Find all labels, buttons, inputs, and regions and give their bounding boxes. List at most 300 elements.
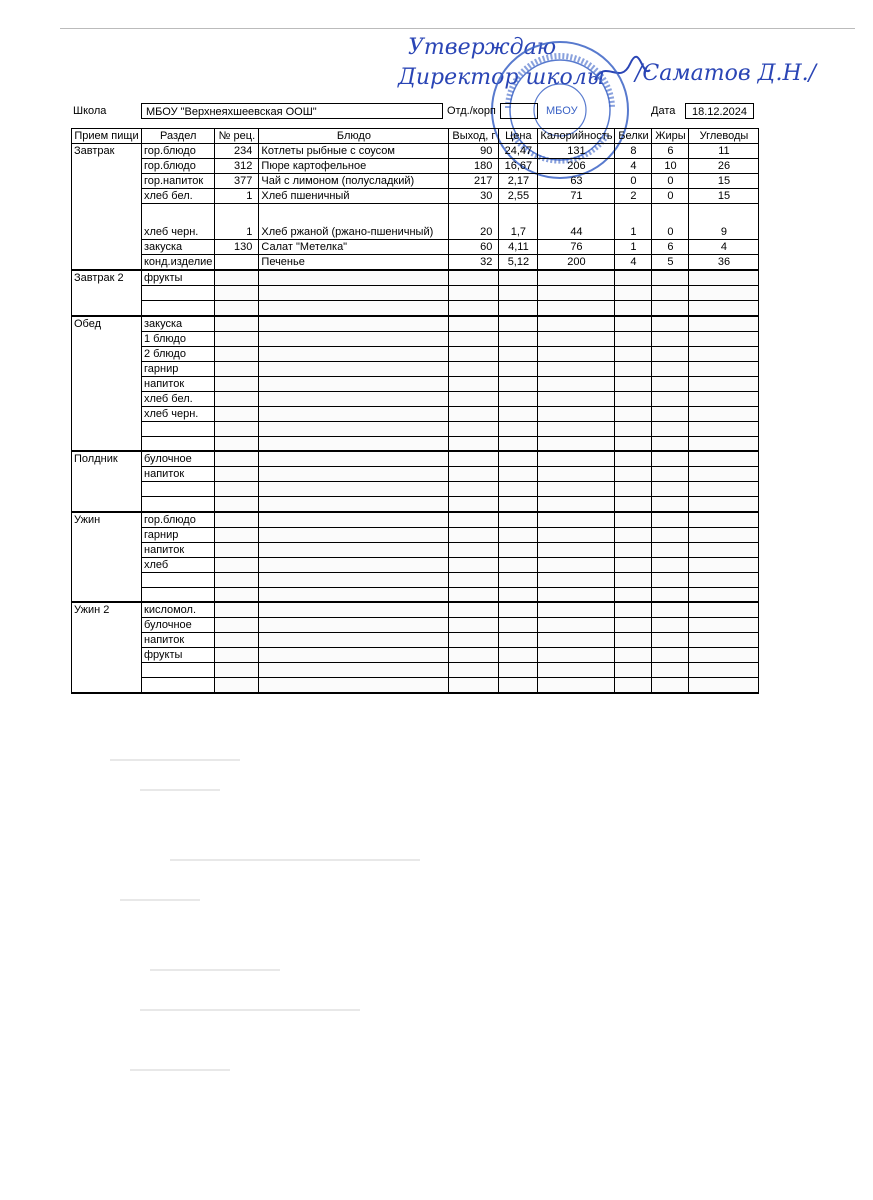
cell-dish: [259, 497, 449, 512]
cell-dish: [259, 316, 449, 332]
cell-kcal: [538, 618, 615, 633]
cell-weight: 32: [449, 255, 499, 271]
cell-protein: [615, 467, 652, 482]
cell-carbs: [689, 301, 759, 316]
cell-section: 2 блюдо: [142, 346, 215, 361]
cell-section: хлеб: [142, 557, 215, 572]
cell-protein: 1: [615, 240, 652, 255]
cell-fat: [652, 376, 689, 391]
cell-price: [499, 557, 538, 572]
table-row: [72, 391, 759, 406]
cell-section: гор.блюдо: [142, 144, 215, 159]
cell-weight: [449, 331, 499, 346]
cell-protein: [615, 648, 652, 663]
cell-kcal: [538, 270, 615, 286]
cell-carbs: [689, 376, 759, 391]
table-row: [72, 482, 759, 497]
cell-recipe: [215, 346, 259, 361]
cell-dish: [259, 346, 449, 361]
cell-fat: [652, 406, 689, 421]
cell-carbs: [689, 316, 759, 332]
cell-fat: [652, 316, 689, 332]
cell-price: [499, 270, 538, 286]
cell-protein: [615, 497, 652, 512]
cell-recipe: [215, 633, 259, 648]
table-row: [72, 497, 759, 512]
cell-weight: [449, 316, 499, 332]
cell-recipe: [215, 361, 259, 376]
cell-kcal: [538, 467, 615, 482]
cell-carbs: 36: [689, 255, 759, 271]
cell-fat: 5: [652, 255, 689, 271]
date-field: 18.12.2024: [685, 103, 754, 119]
cell-fat: [652, 497, 689, 512]
cell-protein: 0: [615, 174, 652, 189]
cell-kcal: [538, 542, 615, 557]
cell-price: [499, 587, 538, 602]
cell-section: [142, 436, 215, 451]
cell-dish: [259, 467, 449, 482]
cell-dish: [259, 301, 449, 316]
cell-fat: [652, 286, 689, 301]
cell-recipe: 234: [215, 144, 259, 159]
cell-weight: [449, 678, 499, 693]
cell-kcal: [538, 436, 615, 451]
cell-carbs: [689, 527, 759, 542]
column-header: Выход, г: [449, 129, 499, 144]
school-field: МБОУ "Верхнеяхшеевская ООШ": [141, 103, 443, 119]
cell-recipe: [215, 482, 259, 497]
cell-protein: 4: [615, 255, 652, 271]
document-header: [0, 103, 873, 121]
cell-price: [499, 301, 538, 316]
cell-kcal: [538, 512, 615, 528]
cell-weight: [449, 618, 499, 633]
cell-kcal: [538, 391, 615, 406]
cell-fat: [652, 557, 689, 572]
cell-price: [499, 436, 538, 451]
cell-section: напиток: [142, 633, 215, 648]
cell-fat: [652, 451, 689, 467]
table-row: [72, 542, 759, 557]
table-row: [72, 587, 759, 602]
cell-fat: [652, 391, 689, 406]
cell-section: [142, 421, 215, 436]
cell-dish: [259, 451, 449, 467]
column-header: Прием пищи: [72, 129, 142, 144]
table-row: [72, 678, 759, 693]
cell-protein: [615, 587, 652, 602]
table-row: [72, 144, 759, 159]
table-row: [72, 316, 759, 332]
cell-kcal: [538, 316, 615, 332]
cell-weight: [449, 467, 499, 482]
cell-price: 2,55: [499, 189, 538, 204]
cell-dish: [259, 376, 449, 391]
cell-dish: [259, 436, 449, 451]
cell-price: [499, 376, 538, 391]
cell-weight: [449, 346, 499, 361]
table-row: [72, 376, 759, 391]
cell-fat: [652, 467, 689, 482]
cell-protein: [615, 361, 652, 376]
cell-dish: [259, 557, 449, 572]
cell-fat: [652, 663, 689, 678]
cell-recipe: [215, 286, 259, 301]
cell-section: конд.изделие: [142, 255, 215, 271]
cell-protein: [615, 572, 652, 587]
cell-section: булочное: [142, 451, 215, 467]
cell-kcal: [538, 346, 615, 361]
cell-kcal: [538, 648, 615, 663]
cell-section: фрукты: [142, 648, 215, 663]
cell-carbs: 4: [689, 240, 759, 255]
cell-fat: [652, 618, 689, 633]
cell-section: [142, 587, 215, 602]
cell-price: 5,12: [499, 255, 538, 271]
cell-fat: [652, 648, 689, 663]
cell-weight: 217: [449, 174, 499, 189]
cell-weight: [449, 557, 499, 572]
cell-recipe: [215, 557, 259, 572]
table-row: [72, 255, 759, 271]
cell-section: фрукты: [142, 270, 215, 286]
cell-fat: 10: [652, 159, 689, 174]
cell-recipe: [215, 467, 259, 482]
cell-recipe: [215, 497, 259, 512]
column-header: Раздел: [142, 129, 215, 144]
cell-price: [499, 391, 538, 406]
cell-kcal: [538, 301, 615, 316]
table-row: [72, 240, 759, 255]
cell-weight: [449, 436, 499, 451]
cell-price: [499, 633, 538, 648]
cell-kcal: [538, 331, 615, 346]
cell-carbs: [689, 587, 759, 602]
cell-protein: 1: [615, 204, 652, 240]
cell-kcal: [538, 557, 615, 572]
cell-price: 16,67: [499, 159, 538, 174]
cell-protein: [615, 482, 652, 497]
cell-section: напиток: [142, 467, 215, 482]
cell-protein: [615, 633, 652, 648]
table-row: [72, 346, 759, 361]
cell-carbs: [689, 436, 759, 451]
cell-price: 1,7: [499, 204, 538, 240]
cell-carbs: [689, 346, 759, 361]
cell-fat: [652, 346, 689, 361]
cell-dish: Котлеты рыбные с соусом: [259, 144, 449, 159]
cell-section: кисломол.: [142, 602, 215, 618]
cell-kcal: [538, 527, 615, 542]
cell-weight: 90: [449, 144, 499, 159]
cell-carbs: [689, 557, 759, 572]
cell-weight: [449, 512, 499, 528]
table-row: [72, 527, 759, 542]
cell-weight: [449, 648, 499, 663]
cell-protein: [615, 678, 652, 693]
approval-line2: Директор школы: [398, 65, 605, 90]
table-body: [72, 144, 759, 693]
cell-recipe: 1: [215, 189, 259, 204]
cell-carbs: [689, 451, 759, 467]
cell-weight: [449, 482, 499, 497]
table-row: [72, 159, 759, 174]
meal-name: Завтрак: [72, 144, 142, 271]
cell-fat: [652, 512, 689, 528]
cell-recipe: [215, 618, 259, 633]
cell-fat: [652, 421, 689, 436]
cell-price: [499, 663, 538, 678]
cell-weight: 20: [449, 204, 499, 240]
cell-price: [499, 497, 538, 512]
cell-section: [142, 482, 215, 497]
approval-name: /Саматов Д.Н./: [635, 61, 817, 86]
cell-recipe: [215, 391, 259, 406]
cell-fat: [652, 482, 689, 497]
cell-carbs: [689, 633, 759, 648]
cell-kcal: [538, 361, 615, 376]
cell-protein: [615, 301, 652, 316]
cell-price: [499, 316, 538, 332]
cell-weight: [449, 527, 499, 542]
cell-protein: [615, 602, 652, 618]
cell-weight: [449, 572, 499, 587]
column-header: Жиры: [652, 129, 689, 144]
meal-name: Обед: [72, 316, 142, 452]
cell-kcal: 63: [538, 174, 615, 189]
table-row: [72, 189, 759, 204]
cell-dish: [259, 572, 449, 587]
cell-recipe: [215, 301, 259, 316]
cell-carbs: [689, 467, 759, 482]
cell-section: напиток: [142, 542, 215, 557]
cell-carbs: [689, 542, 759, 557]
cell-kcal: 44: [538, 204, 615, 240]
table-row: [72, 663, 759, 678]
cell-dish: [259, 633, 449, 648]
cell-price: [499, 527, 538, 542]
cell-fat: 0: [652, 204, 689, 240]
cell-weight: [449, 602, 499, 618]
cell-recipe: [215, 406, 259, 421]
table-row: [72, 572, 759, 587]
cell-weight: [449, 391, 499, 406]
cell-section: хлеб черн.: [142, 204, 215, 240]
cell-kcal: [538, 587, 615, 602]
cell-section: закуска: [142, 240, 215, 255]
school-label: Школа: [73, 105, 107, 117]
table-row: [72, 286, 759, 301]
cell-carbs: [689, 602, 759, 618]
cell-price: 4,11: [499, 240, 538, 255]
table-row: [72, 557, 759, 572]
cell-fat: [652, 678, 689, 693]
cell-protein: [615, 391, 652, 406]
cell-section: гарнир: [142, 527, 215, 542]
column-header: Углеводы: [689, 129, 759, 144]
cell-weight: [449, 376, 499, 391]
column-header: Калорийность: [538, 129, 615, 144]
cell-dish: [259, 542, 449, 557]
cell-dish: Салат "Метелка": [259, 240, 449, 255]
cell-carbs: [689, 618, 759, 633]
cell-dish: [259, 587, 449, 602]
column-header: Белки: [615, 129, 652, 144]
table-row: [72, 436, 759, 451]
cell-fat: [652, 602, 689, 618]
cell-carbs: [689, 391, 759, 406]
cell-dish: [259, 663, 449, 678]
cell-protein: 2: [615, 189, 652, 204]
cell-price: [499, 542, 538, 557]
cell-dish: [259, 421, 449, 436]
cell-recipe: 312: [215, 159, 259, 174]
cell-recipe: [215, 331, 259, 346]
approval-line1: Утверждаю: [408, 35, 557, 60]
cell-carbs: 9: [689, 204, 759, 240]
cell-section: хлеб бел.: [142, 391, 215, 406]
cell-kcal: [538, 406, 615, 421]
cell-protein: [615, 557, 652, 572]
cell-carbs: [689, 286, 759, 301]
scan-noise: [80, 750, 640, 1130]
cell-carbs: [689, 648, 759, 663]
cell-recipe: [215, 270, 259, 286]
cell-fat: [652, 542, 689, 557]
cell-kcal: 71: [538, 189, 615, 204]
cell-fat: [652, 633, 689, 648]
meal-name: Ужин 2: [72, 602, 142, 693]
cell-carbs: 11: [689, 144, 759, 159]
menu-table: [71, 128, 759, 694]
cell-section: хлеб черн.: [142, 406, 215, 421]
cell-protein: [615, 270, 652, 286]
table-row: [72, 204, 759, 240]
cell-section: гор.напиток: [142, 174, 215, 189]
cell-section: гарнир: [142, 361, 215, 376]
cell-kcal: [538, 376, 615, 391]
column-header: Блюдо: [259, 129, 449, 144]
cell-dish: [259, 602, 449, 618]
cell-recipe: [215, 451, 259, 467]
table-row: [72, 618, 759, 633]
date-label: Дата: [651, 105, 676, 117]
cell-section: [142, 286, 215, 301]
cell-price: 2,17: [499, 174, 538, 189]
cell-protein: [615, 376, 652, 391]
cell-carbs: [689, 406, 759, 421]
cell-section: напиток: [142, 376, 215, 391]
cell-section: [142, 663, 215, 678]
cell-price: [499, 648, 538, 663]
cell-protein: [615, 451, 652, 467]
cell-weight: [449, 301, 499, 316]
table-header-row: [72, 129, 759, 144]
cell-weight: [449, 406, 499, 421]
cell-section: булочное: [142, 618, 215, 633]
cell-section: [142, 678, 215, 693]
cell-kcal: [538, 663, 615, 678]
cell-fat: [652, 331, 689, 346]
cell-fat: 6: [652, 240, 689, 255]
cell-price: [499, 572, 538, 587]
column-header: № рец.: [215, 129, 259, 144]
cell-price: [499, 602, 538, 618]
cell-dish: [259, 648, 449, 663]
table-row: [72, 406, 759, 421]
cell-protein: 4: [615, 159, 652, 174]
table-row: [72, 648, 759, 663]
cell-fat: [652, 572, 689, 587]
cell-recipe: [215, 436, 259, 451]
cell-protein: 8: [615, 144, 652, 159]
cell-price: [499, 361, 538, 376]
table-row: [72, 301, 759, 316]
table-row: [72, 361, 759, 376]
cell-dish: [259, 678, 449, 693]
cell-dish: Чай с лимоном (полусладкий): [259, 174, 449, 189]
cell-dish: [259, 527, 449, 542]
cell-dish: [259, 618, 449, 633]
cell-recipe: [215, 648, 259, 663]
cell-protein: [615, 542, 652, 557]
cell-dish: Хлеб пшеничный: [259, 189, 449, 204]
cell-weight: [449, 633, 499, 648]
cell-carbs: [689, 361, 759, 376]
cell-protein: [615, 346, 652, 361]
cell-recipe: [215, 255, 259, 271]
cell-protein: [615, 436, 652, 451]
cell-kcal: [538, 633, 615, 648]
cell-protein: [615, 286, 652, 301]
cell-dish: [259, 286, 449, 301]
cell-carbs: 26: [689, 159, 759, 174]
cell-recipe: [215, 316, 259, 332]
cell-section: гор.блюдо: [142, 159, 215, 174]
cell-recipe: [215, 587, 259, 602]
cell-recipe: [215, 542, 259, 557]
dept-field: [500, 103, 538, 119]
cell-section: [142, 497, 215, 512]
cell-recipe: [215, 663, 259, 678]
cell-recipe: [215, 602, 259, 618]
cell-kcal: 131: [538, 144, 615, 159]
table-row: [72, 602, 759, 618]
cell-recipe: [215, 376, 259, 391]
cell-dish: [259, 512, 449, 528]
cell-price: [499, 421, 538, 436]
dept-label: Отд./корп: [447, 105, 496, 117]
cell-carbs: 15: [689, 189, 759, 204]
cell-carbs: [689, 497, 759, 512]
cell-weight: 30: [449, 189, 499, 204]
cell-recipe: [215, 512, 259, 528]
table-row: [72, 451, 759, 467]
cell-section: [142, 301, 215, 316]
cell-dish: Пюре картофельное: [259, 159, 449, 174]
cell-dish: [259, 331, 449, 346]
cell-protein: [615, 331, 652, 346]
cell-weight: [449, 663, 499, 678]
table-row: [72, 270, 759, 286]
cell-carbs: 15: [689, 174, 759, 189]
cell-kcal: [538, 421, 615, 436]
cell-protein: [615, 527, 652, 542]
cell-dish: [259, 406, 449, 421]
cell-price: [499, 482, 538, 497]
cell-kcal: [538, 451, 615, 467]
